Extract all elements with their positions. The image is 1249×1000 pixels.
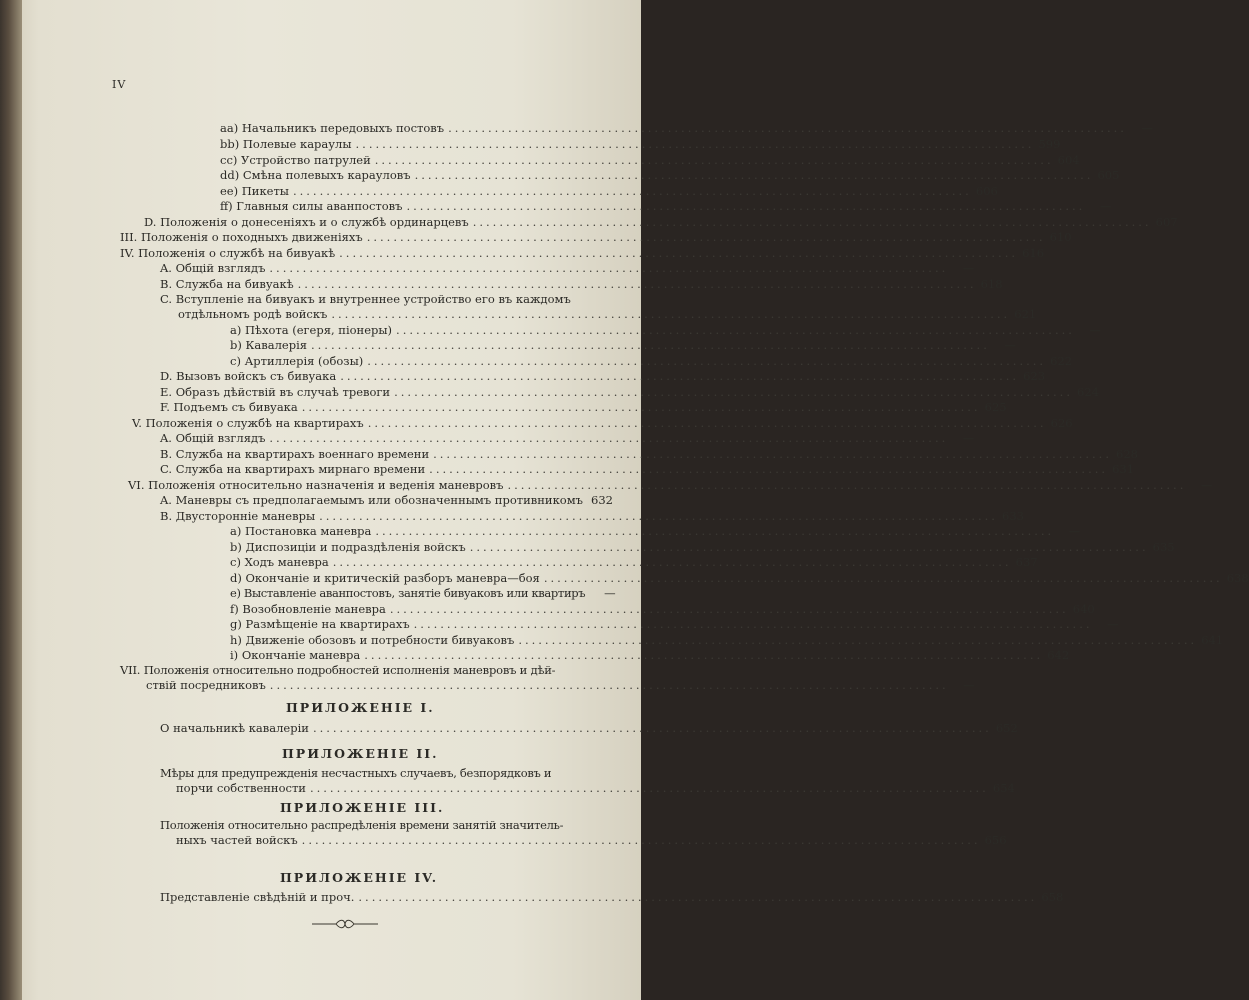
ornament-divider-icon: [310, 918, 380, 930]
toc-entry: C. Служба на квартирахъ мирнаго времени ..... 631: [160, 462, 600, 476]
toc-entry: b) Кавалерія ..... —: [230, 338, 600, 352]
toc-entry: bb) Полевые караулы ..... 599: [220, 137, 600, 151]
toc-entry: A. Маневры съ предполагаемымъ или обозначеннымъ противникомъ 632: [160, 493, 613, 507]
toc-entry: cc) Устройство патрулей ..... 604: [220, 153, 600, 167]
toc-entry-text: C. Вступленіе на бивуакъ и внутреннее устройство его въ каждомъ: [160, 292, 571, 306]
appendix-entry: ныхъ частей войскъ ..... 656: [176, 833, 600, 847]
appendix-heading: ПРИЛОЖЕНІЕ III.: [280, 800, 445, 815]
toc-entry: c) Ходъ маневра ..... 637: [230, 555, 600, 569]
appendix-entry: порчи собственности ..... 654: [176, 781, 600, 795]
toc-entry: i) Окончаніе маневра ..... 642: [230, 648, 600, 662]
toc-entry: B. Двусторонніе маневры ..... 633: [160, 509, 600, 523]
toc-entry: E. Образъ дѣйствій въ случаѣ тревоги ..... 624: [160, 385, 600, 399]
toc-entry: f) Возобновленіе маневра ..... 640: [230, 602, 600, 616]
toc-entry: ff) Главныя силы аванпостовъ ..... —: [220, 199, 600, 213]
toc-entry: a) Пѣхота (егеря, піонеры) ..... —: [230, 323, 600, 337]
toc-entry: dd) Смѣна полевыхъ карауловъ ..... 605: [220, 168, 600, 182]
appendix-entry-text: Положенія относительно распредѣленія времени занятій значитель-: [160, 818, 564, 832]
toc-entry: c) Артиллерія (обозы) ..... 622: [230, 354, 600, 368]
appendix-entry: О начальникѣ кавалеріи ..... 652: [160, 721, 600, 735]
toc-entry: B. Служба на квартирахъ военнаго времени ..... 628: [160, 447, 600, 461]
page-number: IV: [112, 78, 127, 91]
toc-entry: ee) Пикеты ..... 606: [220, 184, 600, 198]
toc-entry: aa) Начальникъ передовыхъ постовъ ..... —: [220, 121, 600, 135]
toc-entry: ствій посредниковъ ..... —: [146, 678, 600, 692]
toc-entry: IV. Положенія о службѣ на бивуакѣ ..... 616: [120, 246, 600, 260]
appendix-entry: Представленіе свѣдѣній и проч. ..... 658: [160, 890, 600, 904]
toc-entry: h) Движеніе обозовъ и потребности бивуаковъ ..... 641: [230, 633, 600, 647]
toc-entry: VI. Положенія относительно назначенія и веденія маневровъ ..... —: [128, 478, 600, 492]
toc-entry: F. Подъемъ съ бивуака ..... 625: [160, 400, 600, 414]
book-spine: [0, 0, 22, 1000]
toc-entry-text: VII. Положенія относительно подробностей исполненія маневровъ и дѣй-: [120, 663, 556, 677]
toc-entry: D. Вызовъ войскъ съ бивуака ..... 623: [160, 369, 600, 383]
toc-entry: отдѣльномъ родѣ войскъ ..... 621: [178, 307, 600, 321]
toc-entry: d) Окончаніе и критическій разборъ маневра—боя ..... 638: [230, 571, 600, 585]
appendix-heading: ПРИЛОЖЕНІЕ II.: [282, 746, 439, 761]
toc-entry: D. Положенія о донесеніяхъ и о службѣ ординарцевъ ..... 607: [144, 215, 600, 229]
toc-entry: g) Размѣщеніе на квартирахъ ..... —: [230, 617, 600, 631]
appendix-heading: ПРИЛОЖЕНІЕ IV.: [280, 870, 439, 885]
toc-entry: A. Общій взглядъ ..... —: [160, 431, 600, 445]
toc-entry: V. Положенія о службѣ на квартирахъ ..... 626: [132, 416, 600, 430]
toc-entry: A. Общій взглядъ ..... —: [160, 261, 600, 275]
toc-entry: b) Диспозиціи и подраздѣленія войскъ ..... 635: [230, 540, 600, 554]
toc-entry: B. Служба на бивуакѣ ..... 618: [160, 277, 600, 291]
toc-entry: III. Положенія о походныхъ движеніяхъ ..... 610: [120, 230, 600, 244]
appendix-entry-text: Мѣры для предупрежденія несчастныхъ случаевъ, безпорядковъ и: [160, 766, 552, 780]
appendix-heading: ПРИЛОЖЕНІЕ I.: [286, 700, 435, 715]
toc-entry: e) Выставленіе аванпостовъ, занятіе бивуаковъ или квартиръ —: [230, 586, 616, 600]
toc-entry: a) Постановка маневра ..... —: [230, 524, 600, 538]
